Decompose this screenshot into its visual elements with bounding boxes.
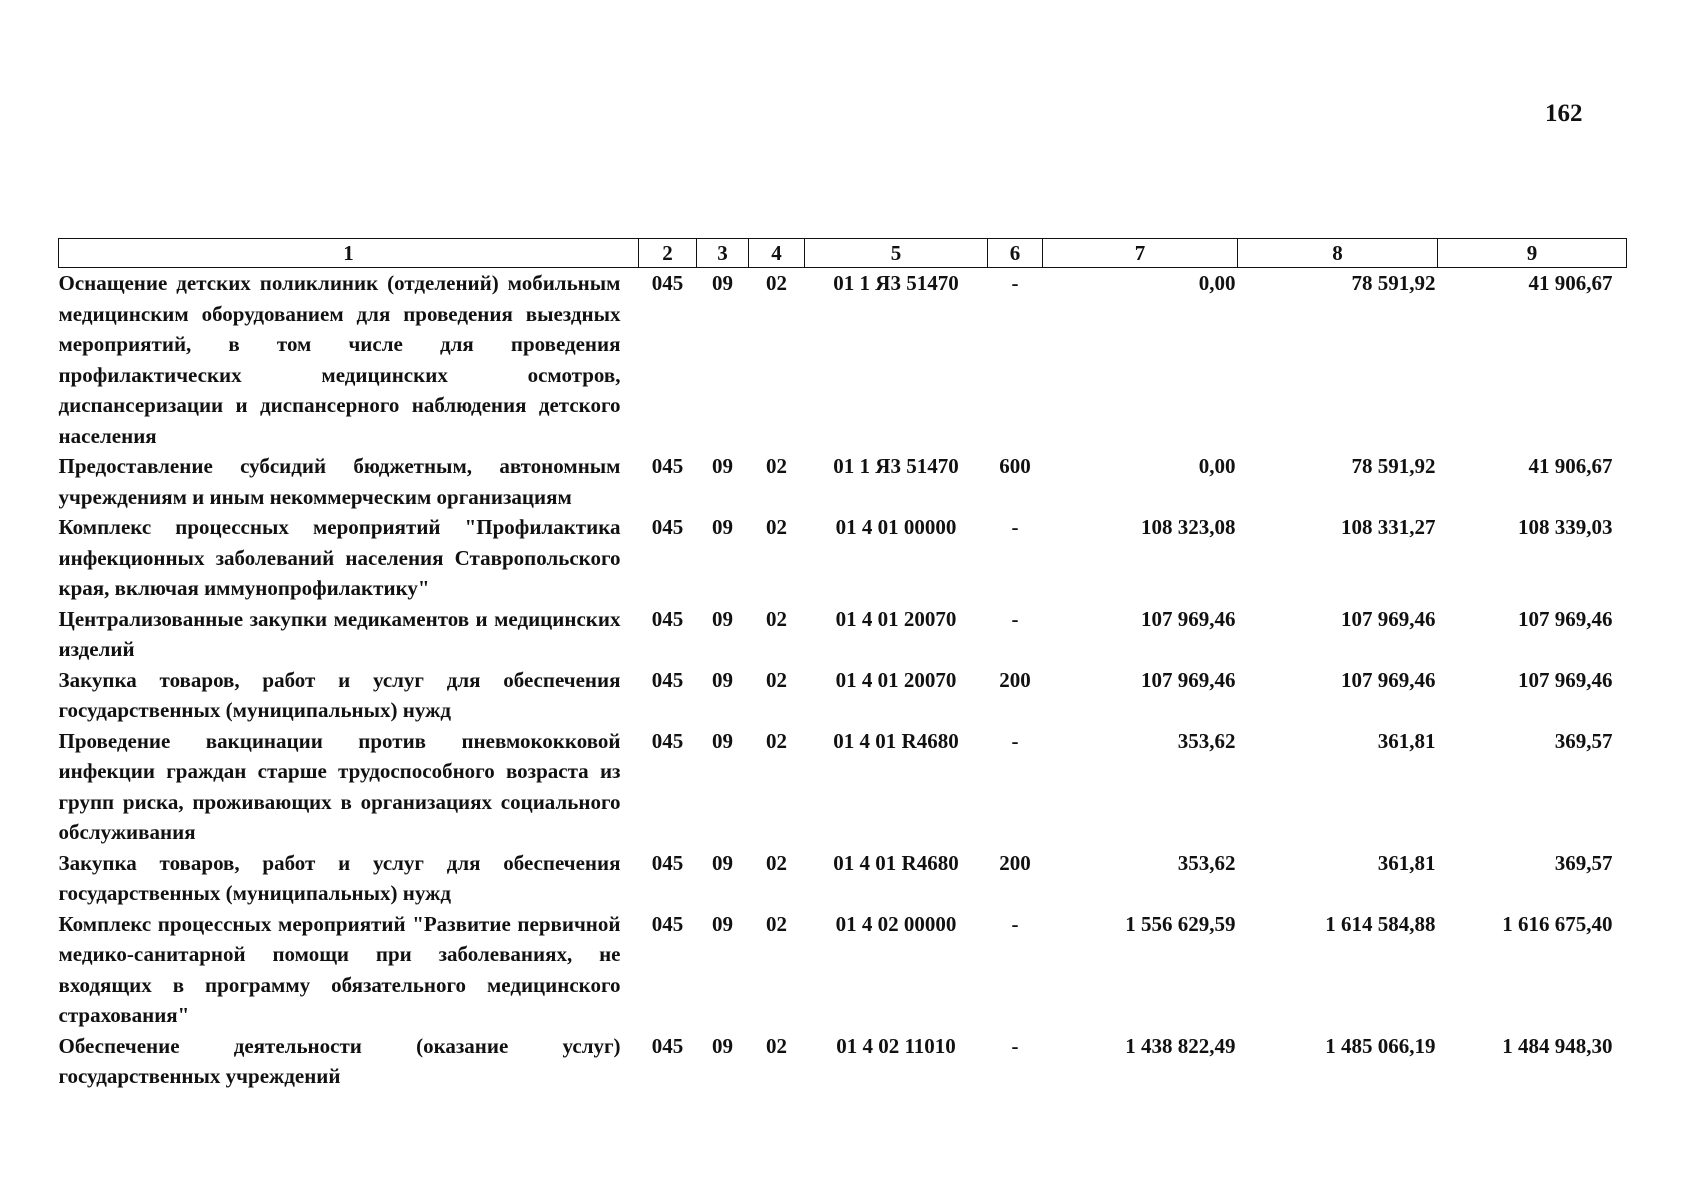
row-expense-type: -: [1011, 606, 1019, 631]
page-number: 162: [1545, 100, 1583, 127]
row-expense-type: 200: [999, 667, 1031, 692]
row-expense-type: -: [1011, 515, 1019, 539]
row-expense-type: 600: [999, 454, 1031, 478]
row-subsection-code: 02: [766, 850, 787, 875]
row-value-9: 108 339,03: [1518, 515, 1613, 539]
row-ministry-code: 045: [651, 911, 684, 936]
row-value-8: 107 969,46: [1341, 667, 1436, 692]
row-subsection-code: 02: [766, 728, 787, 753]
row-ministry-code: 045: [651, 606, 684, 631]
row-section-code: 09: [712, 606, 733, 631]
header-cell-4: 4: [749, 239, 805, 268]
row-target-code: 01 1 Я3 51470: [833, 454, 959, 478]
row-name: Оснащение детских поликлиник (отделений) мобильным медицинским оборудованием для проведения выездных мероприятий, в том числе для проведения профилактических медицинских осмотров, диспансеризации и диспансерного наблюдения детского населения: [58, 271, 621, 448]
row-expense-type: -: [1011, 911, 1019, 936]
table-row: [59, 1031, 1627, 1092]
row-subsection-code: 02: [766, 271, 787, 295]
row-expense-type: -: [1011, 1033, 1019, 1058]
row-value-7: 353,62: [1177, 728, 1236, 753]
table-row: [59, 604, 1627, 665]
header-cell-7: 7: [1043, 239, 1238, 268]
table-row: [59, 909, 1627, 1031]
header-cell-2: 2: [639, 239, 697, 268]
row-target-code: 01 4 01 20070: [835, 667, 957, 692]
row-target-code: 01 4 02 00000: [835, 911, 957, 936]
row-section-code: 09: [712, 515, 733, 539]
row-value-8: 78 591,92: [1351, 271, 1436, 295]
row-value-7: 1 438 822,49: [1125, 1033, 1236, 1058]
row-value-7: 353,62: [1177, 850, 1236, 875]
row-name: Закупка товаров, работ и услуг для обеспечения государственных (муниципальных) нужд: [58, 667, 621, 722]
row-value-8: 107 969,46: [1341, 606, 1436, 631]
header-cell-3: 3: [697, 239, 749, 268]
row-section-code: 09: [712, 454, 733, 478]
row-target-code: 01 1 Я3 51470: [833, 271, 959, 295]
row-subsection-code: 02: [766, 1033, 787, 1058]
row-name: Закупка товаров, работ и услуг для обеспечения государственных (муниципальных) нужд: [58, 850, 621, 905]
row-subsection-code: 02: [766, 606, 787, 631]
row-ministry-code: 045: [651, 667, 684, 692]
row-name: Обеспечение деятельности (оказание услуг) государственных учреждений: [58, 1033, 621, 1088]
row-value-8: 361,81: [1377, 850, 1436, 875]
row-value-8: 108 331,27: [1341, 515, 1436, 539]
row-subsection-code: 02: [766, 454, 787, 478]
row-value-9: 41 906,67: [1528, 454, 1613, 478]
row-value-9: 369,57: [1554, 850, 1613, 875]
row-value-9: 369,57: [1554, 728, 1613, 753]
row-section-code: 09: [712, 850, 733, 875]
row-target-code: 01 4 01 00000: [835, 515, 957, 539]
row-name: Предоставление субсидий бюджетным, автономным учреждениям и иным некоммерческим организациям: [58, 454, 621, 509]
row-value-7: 107 969,46: [1141, 667, 1236, 692]
header-cell-8: 8: [1238, 239, 1438, 268]
row-name: Комплекс процессных мероприятий "Развитие первичной медико-санитарной помощи при заболеваниях, не входящих в программу обязательного медицинского страхования": [58, 911, 621, 1027]
row-section-code: 09: [712, 728, 733, 753]
row-value-9: 1 484 948,30: [1502, 1033, 1613, 1058]
row-value-8: 1 485 066,19: [1325, 1033, 1436, 1058]
row-ministry-code: 045: [651, 850, 684, 875]
table-row: [59, 665, 1627, 726]
row-ministry-code: 045: [651, 454, 684, 478]
row-value-8: 78 591,92: [1351, 454, 1436, 478]
row-target-code: 01 4 01 20070: [835, 606, 957, 631]
row-ministry-code: 045: [651, 515, 684, 539]
row-subsection-code: 02: [766, 667, 787, 692]
row-target-code: 01 4 01 R4680: [833, 850, 959, 875]
row-expense-type: -: [1011, 728, 1019, 753]
row-name: Комплекс процессных мероприятий "Профилактика инфекционных заболеваний населения Ставропольского края, включая иммунопрофилактику": [58, 515, 621, 600]
header-cell-5: 5: [805, 239, 988, 268]
row-section-code: 09: [712, 1033, 733, 1058]
row-name: Проведение вакцинации против пневмококковой инфекции граждан старше трудоспособного возраста из групп риска, проживающих в организациях социального обслуживания: [58, 728, 621, 844]
row-section-code: 09: [712, 667, 733, 692]
row-value-8: 1 614 584,88: [1325, 911, 1436, 936]
row-value-9: 1 616 675,40: [1502, 911, 1613, 936]
row-value-7: 108 323,08: [1141, 515, 1236, 539]
row-section-code: 09: [712, 911, 733, 936]
row-expense-type: 200: [999, 850, 1031, 875]
row-target-code: 01 4 01 R4680: [833, 728, 959, 753]
row-subsection-code: 02: [766, 515, 787, 539]
header-cell-1: 1: [59, 239, 639, 268]
row-target-code: 01 4 02 11010: [836, 1033, 956, 1058]
row-ministry-code: 045: [651, 1033, 684, 1058]
row-value-8: 361,81: [1377, 728, 1436, 753]
header-cell-6: 6: [988, 239, 1043, 268]
row-value-7: 107 969,46: [1141, 606, 1236, 631]
row-ministry-code: 045: [651, 271, 684, 295]
row-ministry-code: 045: [651, 728, 684, 753]
row-section-code: 09: [712, 271, 733, 295]
row-value-7: 0,00: [1198, 454, 1236, 478]
row-subsection-code: 02: [766, 911, 787, 936]
row-value-9: 41 906,67: [1528, 271, 1613, 295]
table-row: [59, 726, 1627, 848]
row-name: Централизованные закупки медикаментов и медицинских изделий: [58, 606, 621, 661]
table-row: [59, 848, 1627, 909]
header-row: [59, 239, 1627, 268]
header-cell-9: 9: [1438, 239, 1627, 268]
table-row: [59, 451, 1627, 512]
row-value-7: 1 556 629,59: [1125, 911, 1236, 936]
row-value-9: 107 969,46: [1518, 667, 1613, 692]
budget-table: [58, 238, 1627, 1092]
row-value-7: 0,00: [1198, 271, 1236, 295]
row-expense-type: -: [1011, 271, 1019, 295]
table-row: [59, 512, 1627, 604]
table-row: [59, 268, 1627, 452]
row-value-9: 107 969,46: [1518, 606, 1613, 631]
